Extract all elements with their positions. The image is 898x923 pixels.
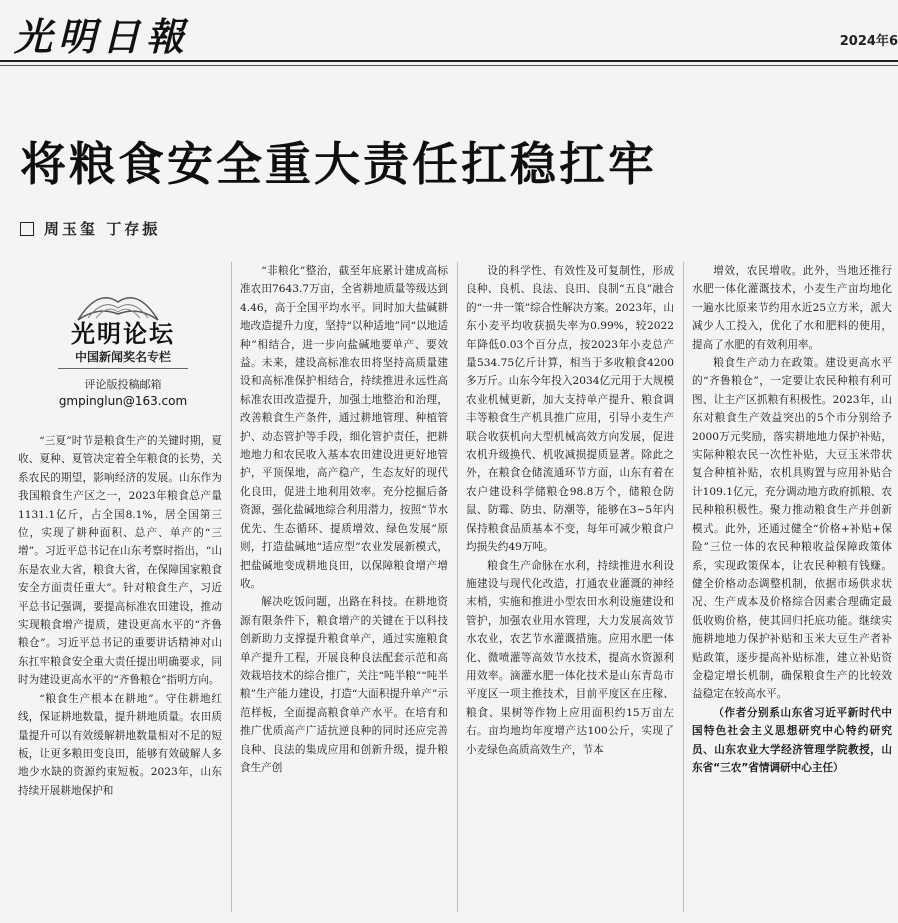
paragraph: 解决吃饭问题，出路在科技。在耕地资源有限条件下，粮食增产的关键在于以科技创新助力支撑提升粮食单产，通过实施粮食单产提升工程，开展良种良法配套示范和高效栽培技术的综合推广，关注“吨半粮”“吨半粮”生产能力建设，打造“大面积提升单产”示范样板，全面提高粮食单产水平。在培育和推广优质高产广适抗逆良种的同时还应完善良种、良法的集成应用和创新升级，提升粮食生产创 (240, 596, 448, 774)
paragraph: 粮食生产动力在政策。建设更高水平的“齐鲁粮仓”，一定要让农民种粮有利可图、让主产区抓粮有积极性。2023年，山东对粮食生产效益突出的5个市分别给予2000万元奖励，落实耕地地力保护补贴，实际种粮农民一次性补贴，大豆玉米带状复合种植补贴，农机具购置与应用补贴合计109.1亿元，充分调动地方政府抓粮、农民种粮积极性。聚力推动粮食生产并创新模式。此外，还通过健全“价格+补贴+保险”三位一体的农民种粮收益保障政策体系，实现政策保本，让农民种粮有钱赚。健全价格动态调整机制，依据市场供求状况、生产成本及价格综合因素合理确定最低收购价格，使其回归托底功能。继续实施耕地地力保护补贴和玉米大豆生产者补贴政策，逐步提高补贴标准，建立补贴资金稳定增长机制，确保粮食生产的比较效益稳定在较高水平。 (692, 357, 892, 701)
forum-title: 光明论坛 (71, 320, 175, 348)
submission-email[interactable]: gmpinglun@163.com (58, 394, 188, 408)
author-credit: （作者分别系山东省习近平新时代中国特色社会主义思想研究中心特约研究员、山东农业大学经济管理学院教授，山东省“三农”省情调研中心主任） (692, 706, 892, 774)
article-column-1 (18, 432, 222, 912)
byline-square-icon (20, 222, 34, 236)
paragraph: “粮食生产根本在耕地”。守住耕地红线，保证耕地数量，提升耕地质量。农田质量提升可以有效缓解耕地数量相对不足的短板，让更多粮田变良田，能够有效破解人多地少水缺的资源约束短板。2023年，山东持续开展耕地保护和 (18, 692, 222, 797)
article-column-4 (692, 262, 892, 912)
author-names: 周玉玺 丁存振 (44, 220, 161, 238)
column-divider (683, 262, 684, 912)
masthead-rule-thin (0, 65, 898, 66)
article-headline: 将粮食安全重大责任扛稳扛牢 (20, 137, 657, 191)
newspaper-logo: 光明日報 (14, 14, 191, 59)
forum-subtitle: 中国新闻奖名专栏 (74, 350, 171, 364)
paragraph: 增效，农民增收。此外，当地还推行水肥一体化灌溉技术，小麦生产亩均地化一遍水比原来节约用水近25立方米，派大减少人工投入，优化了水和肥料的使用，提高了水肥的有效利用率。 (692, 265, 892, 351)
paragraph: “三夏”时节是粮食生产的关键时期，夏收、夏种、夏管决定着全年粮食的长势，关系农民的期望，影响经济的发展。山东作为我国粮食生产区之一，2023年粮食总产量1131.1亿斤，占全国8.1%，居全国第三位，实现了耕种面积、总产、单产的“三增”。习近平总书记在山东考察时指出，“山东是农业大省，粮食大省，在保障国家粮食安全方面责任重大”。针对粮食生产，习近平总书记强调，要提高标准农田建设，推动实现粮食增产提质，建设更高水平的“齐鲁粮仓”。习近平总书记的重要讲话精神对山东扛牢粮食安全重大责任提出明确要求，同时为建设更高水平的“齐鲁粮仓”指明方向。 (18, 435, 222, 687)
issue-date: 2024年6 (839, 34, 898, 49)
masthead (0, 0, 898, 64)
column-divider (231, 262, 232, 912)
byline (20, 218, 160, 239)
article-column-3 (466, 262, 674, 912)
forum-column-badge (18, 284, 222, 424)
article-column-2 (240, 262, 448, 912)
column-divider (457, 262, 458, 912)
paragraph: “非粮化”整治，截至年底累计建成高标准农田7643.7万亩，全省耕地质量等级达到4.46，高于全国平均水平。同时加大盐碱耕地改造提升力度，坚持“以种适地”同“以地适种”相结合，进一步向盐碱地要单产、要效益。未来，建设高标准农田将坚持高质量建设和高标准保护相结合，持续推进永远性高标准农田改造提升，加强土地整治和治理，改善粮食生产条件，通过耕地管理、种植管护、动态管护等手段，细化管护责任，把耕地地力和农民收入基本农田建设进更好地管护，平顶保地，高产稳产，生态友好的现代化良田，促进土地利用效率。充分挖掘后备资源，强化盐碱地综合利用潜力，按照“节水优先、生态循环、提质增效、绿色发展”原则，打造盐碱地“适应型”农业发展新模式，把盐碱地变成耕地良田，以保障粮食增产增收。 (240, 265, 448, 590)
masthead-rule (0, 60, 898, 62)
submission-email-label: 评论版投稿邮箱 (84, 378, 162, 391)
paragraph: 设的科学性、有效性及可复制性，形成良种、良机、良法、良田、良制“五良”融合的“一井一策”综合性解决方案。2023年，山东小麦平均收获损失率为0.99%，较2022年降低0.03个百分点，按2023年小麦总产量534.75亿斤计算，相当于多收粮食4200多万斤。山东今年投入2034亿元用于大规模农业机械更新，加大支持单产提升、粮食调丰等粮食生产机具推广应用，引导小麦生产联合收获机向大型机械高效方向发展，促进农机升级换代、机收减损提质显著。除此之外，在粮食仓储流通环节方面，山东有着在农户建设科学储粮仓98.8万个，储粮仓防鼠、防霉、防虫、防潮等，能够在3~5年内保持粮食品质基本不变，每年可减少粮食户均损失约49万吨。 (466, 265, 674, 554)
forum-divider (58, 368, 188, 369)
paragraph: 粮食生产命脉在水利，持续推进水利设施建设与现代化改造，打通农业灌溉的神经末梢，实施和推进小型农田水利设施建设和管护，加强农业用水管理，大力发展高效节水农业，农艺节水灌溉措施。应用水肥一体化、微喷灌等高效节水技术，提高水资源利用效率。滴灌水肥一体化技术是山东青岛市平度区一项主推技术，目前平度区在庄稼、粮食、果树等作物上应用面积约15万亩左右。亩均地均年度增产达100公斤，实现了小麦绿色高质高效生产，节本 (466, 559, 674, 756)
